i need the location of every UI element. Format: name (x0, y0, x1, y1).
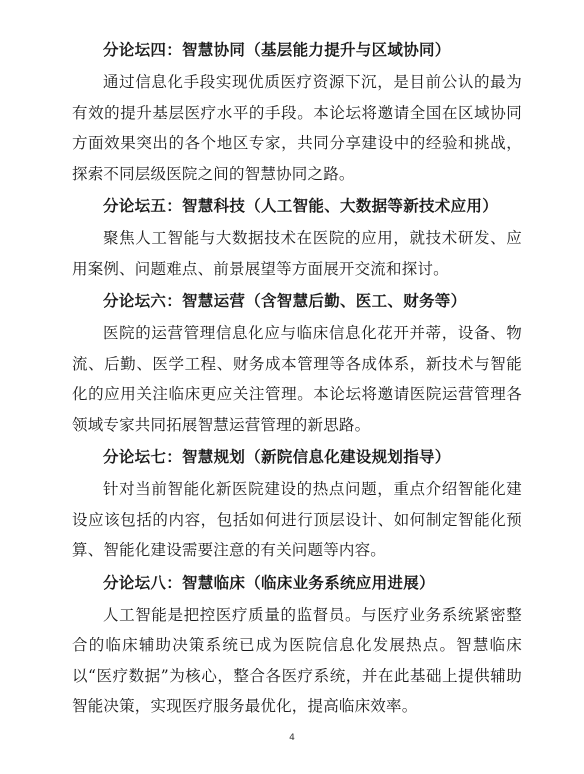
forum-section-7 (72, 445, 522, 566)
section-paragraph: 针对当前智能化新医院建设的热点问题，重点介绍智能化建设应该包括的内容，包括如何进行顶层设计、如何制定智能化预算、智能化建设需要注意的有关问题等内容。 (72, 480, 522, 559)
page-number: 4 (289, 733, 295, 743)
section-heading: 分论坛五：智慧科技（人工智能、大数据等新技术应用） (103, 197, 499, 215)
section-paragraph: 医院的运营管理信息化应与临床信息化花开并蒂，设备、物流、后勤、医学工程、财务成本管理等各成体系，新技术与智能化的应用关注临床更应关注管理。本论坛将邀请医院运营管理各领域专家共同拓展智慧运营管理的新思路。 (72, 324, 522, 434)
section-paragraph: 聚焦人工智能与大数据技术在医院的应用，就技术研发、应用案例、问题难点、前景展望等方面展开交流和探讨。 (72, 229, 522, 278)
document-body (72, 38, 522, 727)
forum-section-5 (72, 194, 522, 284)
section-heading: 分论坛七：智慧规划（新院信息化建设规划指导） (103, 448, 451, 466)
section-paragraph: 人工智能是把控医疗质量的监督员。与医疗业务系统紧密整合的临床辅助决策系统已成为医院信息化发展热点。智慧临床以“医疗数据”为核心，整合各医疗系统，并在此基础上提供辅助智能决策，实现医疗服务最优化，提高临床效率。 (72, 605, 522, 715)
section-heading: 分论坛六：智慧运营（含智慧后勤、医工、财务等） (103, 292, 467, 310)
forum-section-8 (72, 571, 522, 722)
forum-section-4 (72, 38, 522, 189)
section-heading: 分论坛八：智慧临床（临床业务系统应用进展） (103, 573, 435, 592)
forum-section-6 (72, 289, 522, 440)
section-paragraph: 通过信息化手段实现优质医疗资源下沉，是目前公认的最为有效的提升基层医疗水平的手段。本论坛将邀请全国在区域协同方面效果突出的各个地区专家，共同分享建设中的经验和挑战，探索不同层级医院之间的智慧协同之路。 (72, 73, 522, 183)
section-heading: 分论坛四：智慧协同（基层能力提升与区域协同） (103, 41, 451, 59)
